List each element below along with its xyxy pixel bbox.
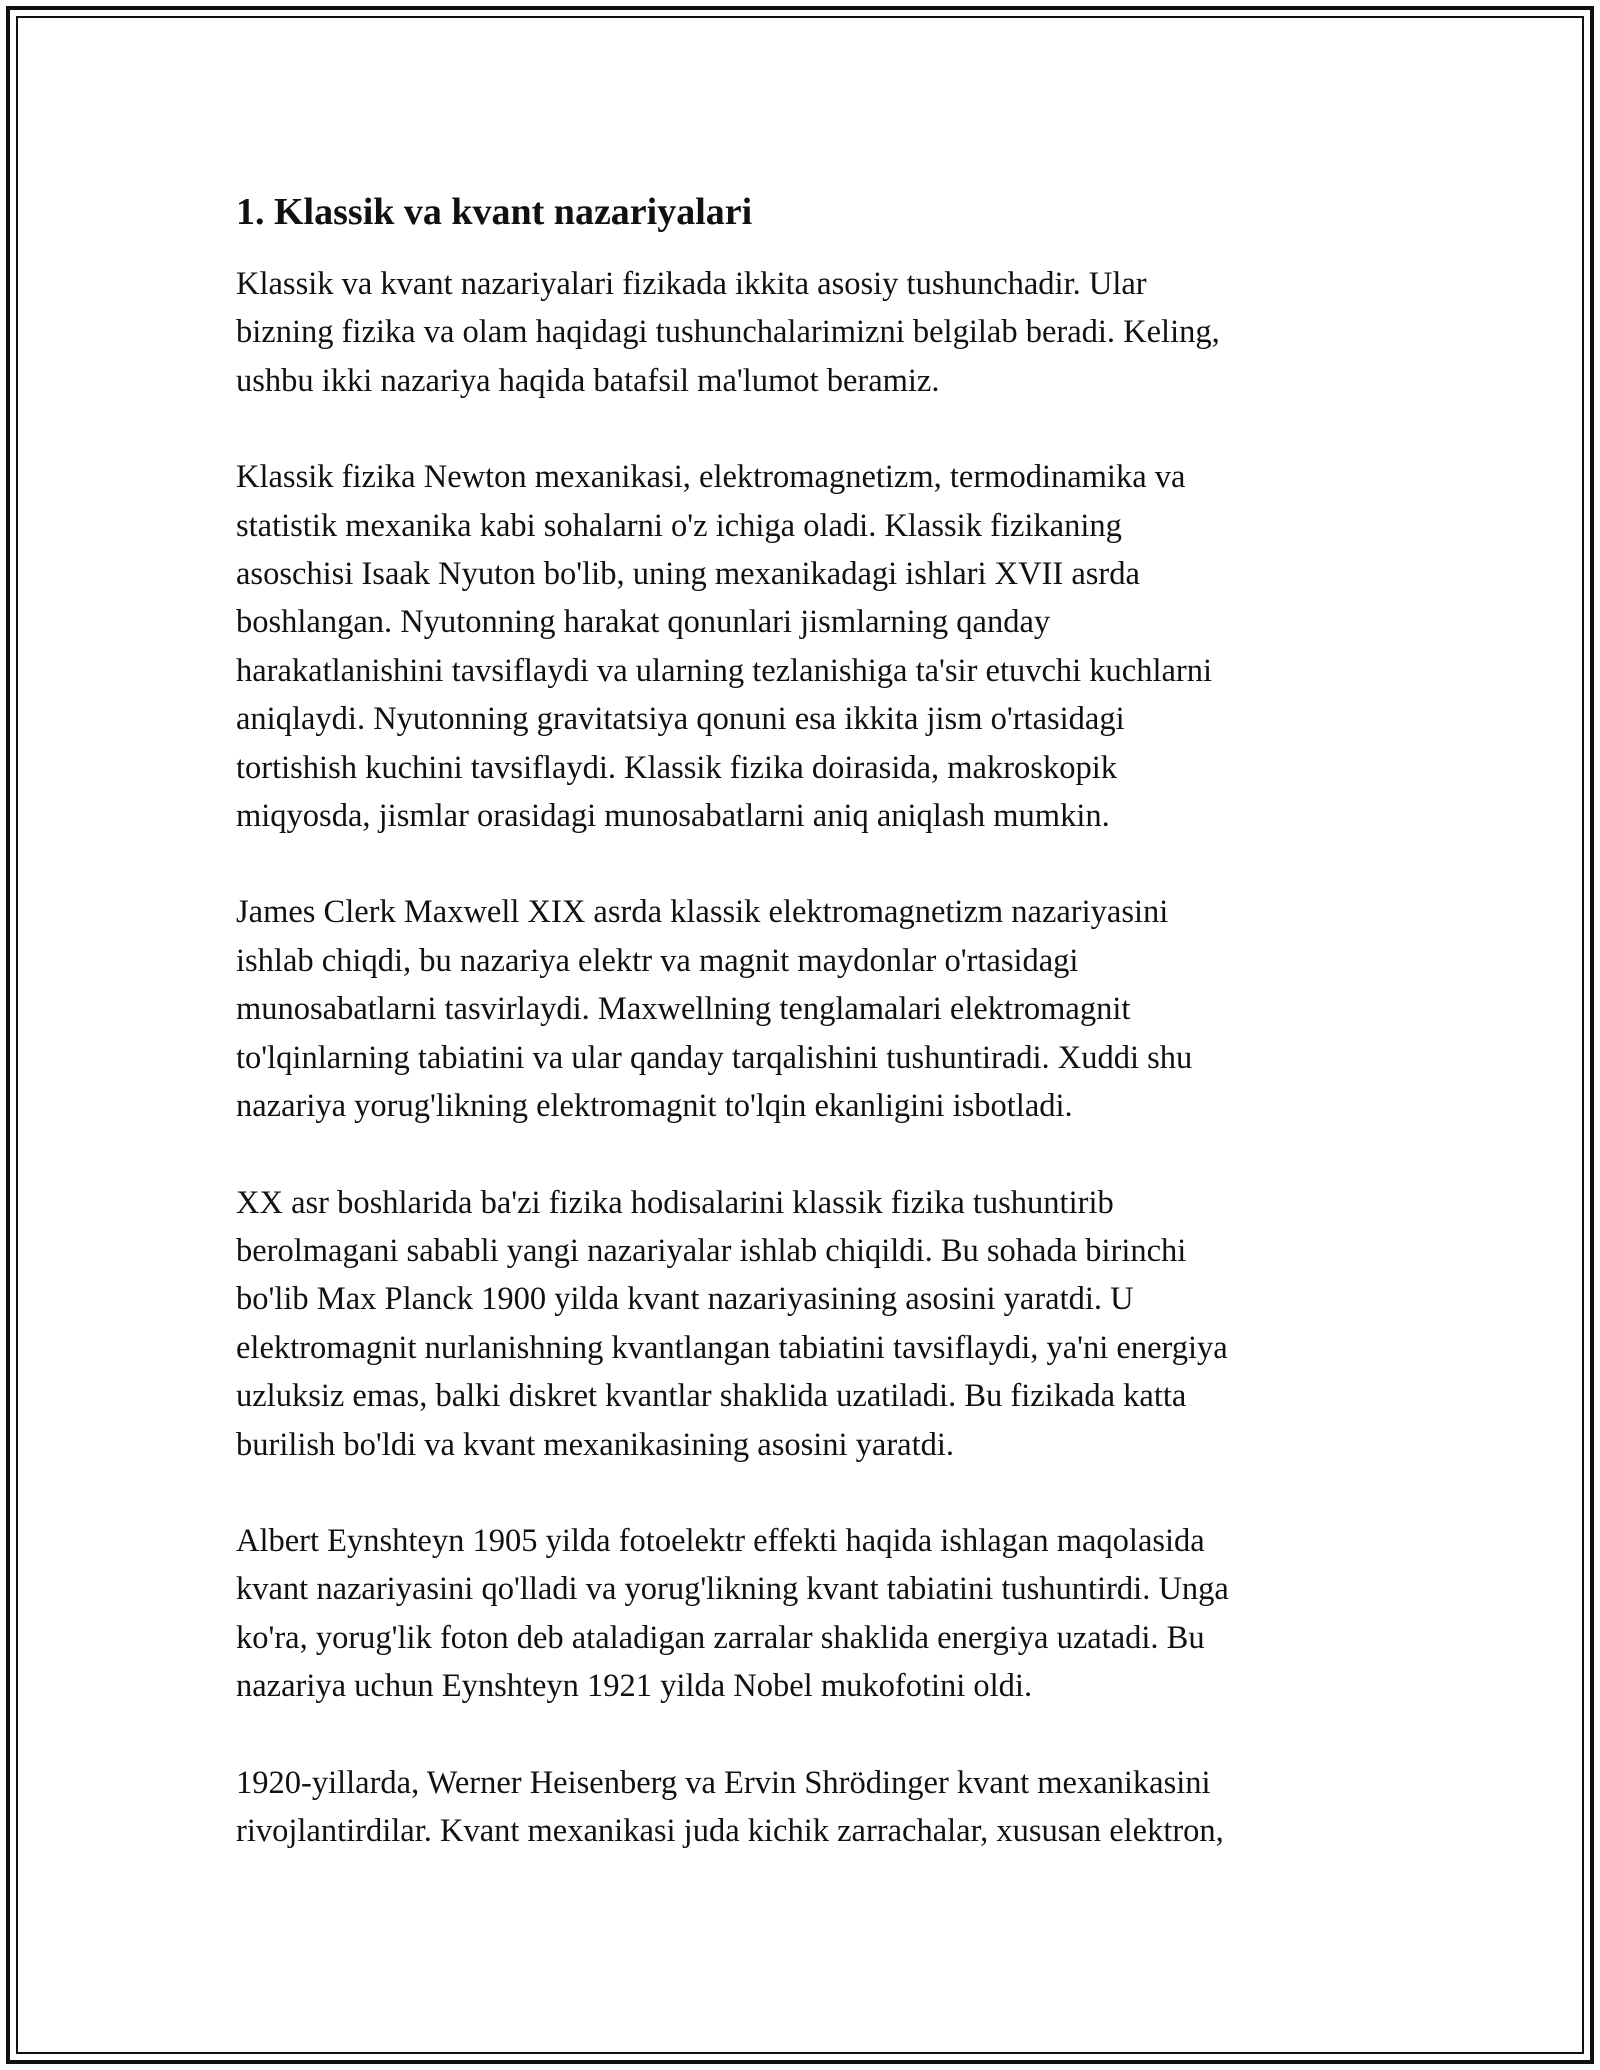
text-line: asoschisi Isaak Nyuton bo'lib, uning mexanikadagi ishlari XVII asrda	[236, 556, 1140, 593]
text-line: to'lqinlarning tabiatini va ular qanday tarqalishini tushuntiradi. Xuddi shu	[236, 1039, 1193, 1076]
text-line: miqyosda, jismlar orasidagi munosabatlarni aniq aniqlash mumkin.	[236, 798, 1110, 835]
text-line: bo'lib Max Planck 1900 yilda kvant nazariyasining asosini yaratdi. U	[236, 1281, 1134, 1318]
text-line: uzluksiz emas, balki diskret kvantlar shaklida uzatiladi. Bu fizikada katta	[236, 1378, 1187, 1415]
text-line: kvant nazariyasini qo'lladi va yorug'likning kvant tabiatini tushuntirdi. Unga	[236, 1571, 1229, 1608]
text-line: munosabatlarni tasvirlaydi. Maxwellning tenglamalari elektromagnit	[236, 991, 1131, 1028]
text-line: ishlab chiqdi, bu nazariya elektr va magnit maydonlar o'rtasidagi	[236, 942, 1079, 979]
text-line: harakatlanishini tavsiflaydi va ularning tezlanishiga ta'sir etuvchi kuchlarni	[236, 652, 1213, 689]
section-title: 1. Klassik va kvant nazariyalari	[236, 191, 753, 233]
text-line: bizning fizika va olam haqidagi tushunchalarimizni belgilab beradi. Keling,	[236, 314, 1220, 351]
text-line: ko'ra, yorug'lik foton deb ataladigan zarralar shaklida energiya uzatadi. Bu	[236, 1619, 1205, 1656]
paragraph-einstein	[236, 1517, 1366, 1711]
paragraph-quantum-mechanics	[236, 1759, 1366, 1856]
text-line: boshlangan. Nyutonning harakat qonunlari jismlarning qanday	[236, 604, 1051, 641]
text-line: 1920-yillarda, Werner Heisenberg va Ervin Shrödinger kvant mexanikasini	[236, 1764, 1211, 1801]
text-line: elektromagnit nurlanishning kvantlangan tabiatini tavsiflaydi, ya'ni energiya	[236, 1329, 1228, 1366]
text-line: Klassik fizika Newton mexanikasi, elektromagnetizm, termodinamika va	[236, 459, 1186, 496]
text-line: rivojlantirdilar. Kvant mexanikasi juda kichik zarrachalar, xususan elektron,	[236, 1812, 1224, 1849]
text-line: nazariya uchun Eynshteyn 1921 yilda Nobel mukofotini oldi.	[236, 1668, 1033, 1705]
paragraph-intro	[236, 260, 1366, 405]
text-line: berolmagani sababli yangi nazariyalar ishlab chiqildi. Bu sohada birinchi	[236, 1232, 1187, 1269]
text-line: Klassik va kvant nazariyalari fizikada ikkita asosiy tushunchadir. Ular	[236, 266, 1147, 302]
text-line: aniqlaydi. Nyutonning gravitatsiya qonuni esa ikkita jism o'rtasidagi	[236, 701, 1125, 738]
paragraph-planck	[236, 1179, 1366, 1469]
text-line: XX asr boshlarida ba'zi fizika hodisalarini klassik fizika tushuntirib	[236, 1184, 1114, 1221]
text-line: Albert Eynshteyn 1905 yilda fotoelektr effekti haqida ishlagan maqolasida	[236, 1522, 1205, 1559]
text-line: tortishish kuchini tavsiflaydi. Klassik fizika doirasida, makroskopik	[236, 749, 1117, 786]
text-line: nazariya yorug'likning elektromagnit to'lqin ekanligini isbotladi.	[236, 1088, 1073, 1125]
paragraph-classical-physics	[236, 453, 1366, 840]
text-line: ushbu ikki nazariya haqida batafsil ma'lumot beramiz.	[236, 362, 940, 399]
document-body	[236, 188, 1366, 1903]
text-line: burilish bo'ldi va kvant mexanikasining asosini yaratdi.	[236, 1426, 955, 1463]
paragraph-maxwell	[236, 888, 1366, 1130]
text-line: James Clerk Maxwell XIX asrda klassik elektromagnetizm nazariyasini	[236, 894, 1169, 931]
text-line: statistik mexanika kabi sohalarni o'z ichiga oladi. Klassik fizikaning	[236, 507, 1122, 544]
